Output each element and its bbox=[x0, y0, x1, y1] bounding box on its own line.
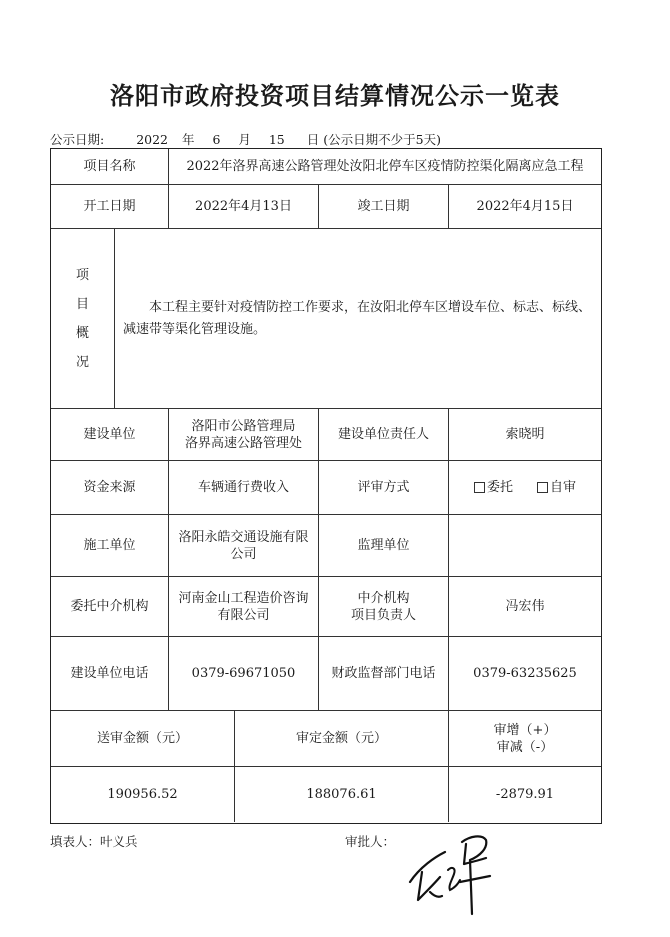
diff-amount-value: -2879.91 bbox=[495, 787, 555, 802]
phone-value: 0379-69671050 bbox=[169, 637, 319, 711]
diff-label-minus: 审减（-） bbox=[496, 739, 554, 755]
notice-month: 6 bbox=[212, 132, 221, 147]
submit-amount-value: 190956.52 bbox=[51, 767, 235, 822]
diff-label-plus: 审增（+） bbox=[493, 722, 557, 738]
settlement-table bbox=[50, 148, 602, 824]
start-date-label: 开工日期 bbox=[51, 185, 169, 229]
overview-label-char: 目 bbox=[75, 296, 89, 312]
approver-label: 审批人： bbox=[345, 834, 396, 849]
approved-amount-value: 188076.61 bbox=[235, 767, 449, 822]
agency-resp-label bbox=[319, 577, 449, 637]
diff-amount-label bbox=[449, 711, 601, 767]
notice-note: (公示日期不少于5天) bbox=[323, 132, 441, 147]
construct-line-2: 公司 bbox=[230, 546, 257, 562]
fund-label: 资金来源 bbox=[51, 461, 169, 515]
agency-line-1: 河南金山工程造价咨询 bbox=[178, 590, 309, 606]
agency-value bbox=[169, 577, 319, 637]
project-name-label: 项目名称 bbox=[51, 149, 169, 185]
notice-year-unit: 年 bbox=[181, 132, 195, 147]
overview-label-char: 概 bbox=[75, 325, 89, 341]
approver-signature bbox=[400, 822, 500, 922]
builder-resp-label: 建设单位责任人 bbox=[319, 409, 449, 461]
checkbox-icon bbox=[474, 482, 485, 493]
overview-label-char: 况 bbox=[75, 354, 89, 370]
construct-label: 施工单位 bbox=[51, 515, 169, 577]
review-option-entrust[interactable] bbox=[474, 479, 513, 496]
approved-amount-label: 审定金额（元） bbox=[235, 711, 449, 767]
notice-day: 15 bbox=[268, 132, 285, 147]
start-date-value: 2022年4月13日 bbox=[169, 185, 319, 229]
agency-label: 委托中介机构 bbox=[51, 577, 169, 637]
phone-label: 建设单位电话 bbox=[51, 637, 169, 711]
review-option-self[interactable] bbox=[537, 479, 576, 496]
notice-month-unit: 月 bbox=[238, 132, 251, 147]
page-title: 洛阳市政府投资项目结算情况公示一览表 bbox=[110, 81, 560, 110]
builder-line-1: 洛阳市公路管理局 bbox=[191, 418, 296, 434]
agency-resp-label-1: 中介机构 bbox=[357, 590, 410, 606]
construct-value bbox=[169, 515, 319, 577]
filler-label: 填表人：叶义兵 bbox=[50, 834, 138, 849]
review-options bbox=[449, 461, 601, 515]
agency-resp-label-2: 项目负责人 bbox=[350, 607, 416, 623]
review-option-entrust-label: 委托 bbox=[486, 480, 513, 495]
submit-amount-label: 送审金额（元） bbox=[51, 711, 235, 767]
supervise-value bbox=[449, 515, 601, 577]
overview-label bbox=[51, 229, 115, 409]
review-label: 评审方式 bbox=[319, 461, 449, 515]
end-date-label: 竣工日期 bbox=[319, 185, 449, 229]
agency-resp-value: 冯宏伟 bbox=[449, 577, 601, 637]
checkbox-icon bbox=[537, 482, 548, 493]
builder-label: 建设单位 bbox=[51, 409, 169, 461]
notice-date-label: 公示日期: bbox=[50, 132, 105, 147]
overview-text bbox=[115, 229, 601, 409]
agency-line-2: 有限公司 bbox=[217, 607, 270, 623]
supervise-label: 监理单位 bbox=[319, 515, 449, 577]
project-name-value: 2022年洛界高速公路管理处汝阳北停车区疫情防控渠化隔离应急工程 bbox=[169, 149, 601, 185]
construct-line-1: 洛阳永皓交通设施有限 bbox=[178, 529, 309, 545]
builder-value bbox=[169, 409, 319, 461]
builder-line-2: 洛界高速公路管理处 bbox=[184, 435, 302, 451]
fund-value: 车辆通行费收入 bbox=[169, 461, 319, 515]
overview-label-char: 项 bbox=[75, 267, 89, 283]
notice-year: 2022 bbox=[136, 132, 168, 147]
builder-resp-value: 索晓明 bbox=[449, 409, 601, 461]
review-option-self-label: 自审 bbox=[550, 480, 577, 495]
notice-day-unit: 日 bbox=[306, 132, 320, 147]
overview-paragraph: 本工程主要针对疫情防控工作要求，在汝阳北停车区增设车位、标志、标线、减速带等渠化管理设施。 bbox=[123, 299, 592, 337]
end-date-value: 2022年4月15日 bbox=[449, 185, 601, 229]
fin-phone-value: 0379-63235625 bbox=[449, 637, 601, 711]
fin-phone-label: 财政监督部门电话 bbox=[319, 637, 449, 711]
notice-date-line bbox=[50, 130, 441, 148]
